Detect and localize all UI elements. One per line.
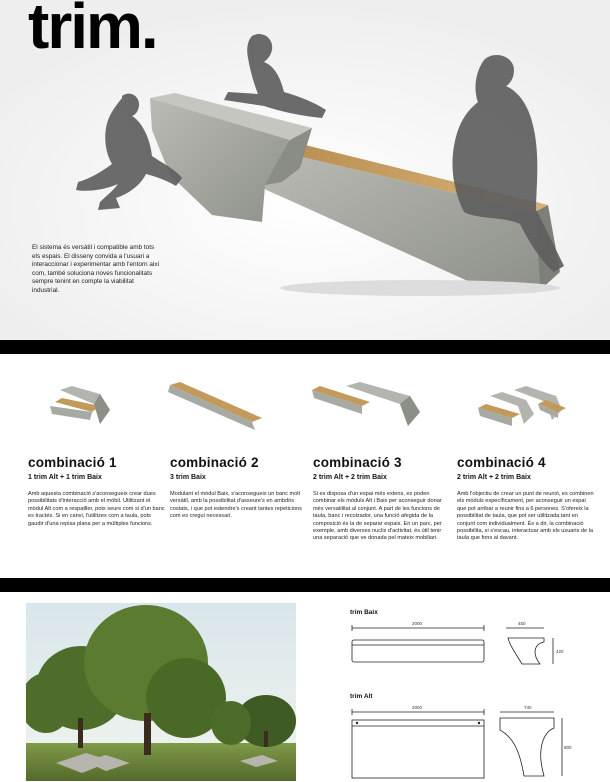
divider-bar-bottom (0, 578, 610, 592)
brand-title: trim. (28, 0, 157, 62)
combination-title: combinació 3 (313, 455, 402, 470)
combination-subtitle: 2 trim Alt + 2 trim Baix (313, 474, 387, 481)
combination-description: Amb aquesta combinació s'aconsegueix crear dues possibilitats d'interacció amb el mòbil. Utilitzant el mòdul Alt com a respatller, pots seure com si d'un banc es tractés. Si en canvi, l'utilitzes com a taula, pots gaudir d'una repisa plana per a múltiples funcions. (28, 491, 165, 527)
combination-title: combinació 1 (28, 455, 117, 470)
combination-title: combinació 2 (170, 455, 259, 470)
alt-height: 800 (564, 745, 572, 750)
combination-3 (313, 455, 451, 543)
alt-length: 2000 (412, 705, 423, 710)
baix-height: 420 (556, 649, 564, 654)
drawing-baix-label: trim Baix (350, 609, 378, 616)
intro-text: El sistema és versàtil i compatible amb tots els espais. El disseny convida a l'usuari a interaccionar i experimentar amb l'entorn així com, també soluciona noves funcionalitats sempre tenint en compte la viabilitat industrial. (32, 244, 160, 294)
combination-description: Modulant el mòdul Baix, s'aconsegueix un banc molt versàtil, amb la possibilitat d'asseure's en ambdós costats, i que pot estendre's creant tantes repeticions com es cregui necessari. (170, 491, 302, 520)
combination-1 (28, 455, 166, 528)
combination-4 (457, 455, 595, 543)
drawing-alt-label: trim Alt (350, 693, 373, 700)
combination-title: combinació 4 (457, 455, 546, 470)
combination-description: Amb l'objectiu de crear un punt de reunió, es combinen els mòduls específicament, per aconseguir un espai que pot arribar a reunir fins a 6 persones. S'ofereix la possibilitat de taula, que pot ser utilitzada tant en conjunt com individualment. És a dir, la combinació possibilita, si s'escau, interactuar amb els usuaris de la taula que fons al davant. (457, 491, 594, 542)
combination-description: Si es disposa d'un espai més extens, es poden combinar els mòduls Alt i Baix per aconseguir donar més versatilitat al conjunt. A part de les funcions de taula, banc i recolzador, una funció afegida de la composició és la de separar espais. En un parc, per exemple, amb diverses nuclis d'activitat, és útil tenir una separació que ve donada pel mateix mobiliari. (313, 491, 442, 542)
combo3-render (312, 382, 420, 426)
divider-bar-top (0, 340, 610, 354)
combo4-render (478, 386, 566, 426)
drawing-baix (348, 624, 568, 674)
combination-subtitle: 3 trim Baix (170, 474, 206, 481)
hero-section (0, 0, 610, 340)
combo1-render (50, 386, 110, 424)
combination-subtitle: 1 trim Alt + 1 trim Baix (28, 474, 102, 481)
combination-subtitle: 2 trim Alt + 2 trim Baix (457, 474, 531, 481)
baix-length: 2000 (412, 621, 423, 626)
combination-2 (170, 455, 308, 521)
combination-renders (0, 360, 610, 440)
alt-depth: 740 (524, 705, 532, 710)
baix-depth: 450 (518, 621, 526, 626)
park-photo-illustration (26, 603, 296, 781)
drawing-alt (348, 708, 578, 780)
park-photo (26, 603, 296, 781)
combo2-render (168, 382, 262, 430)
